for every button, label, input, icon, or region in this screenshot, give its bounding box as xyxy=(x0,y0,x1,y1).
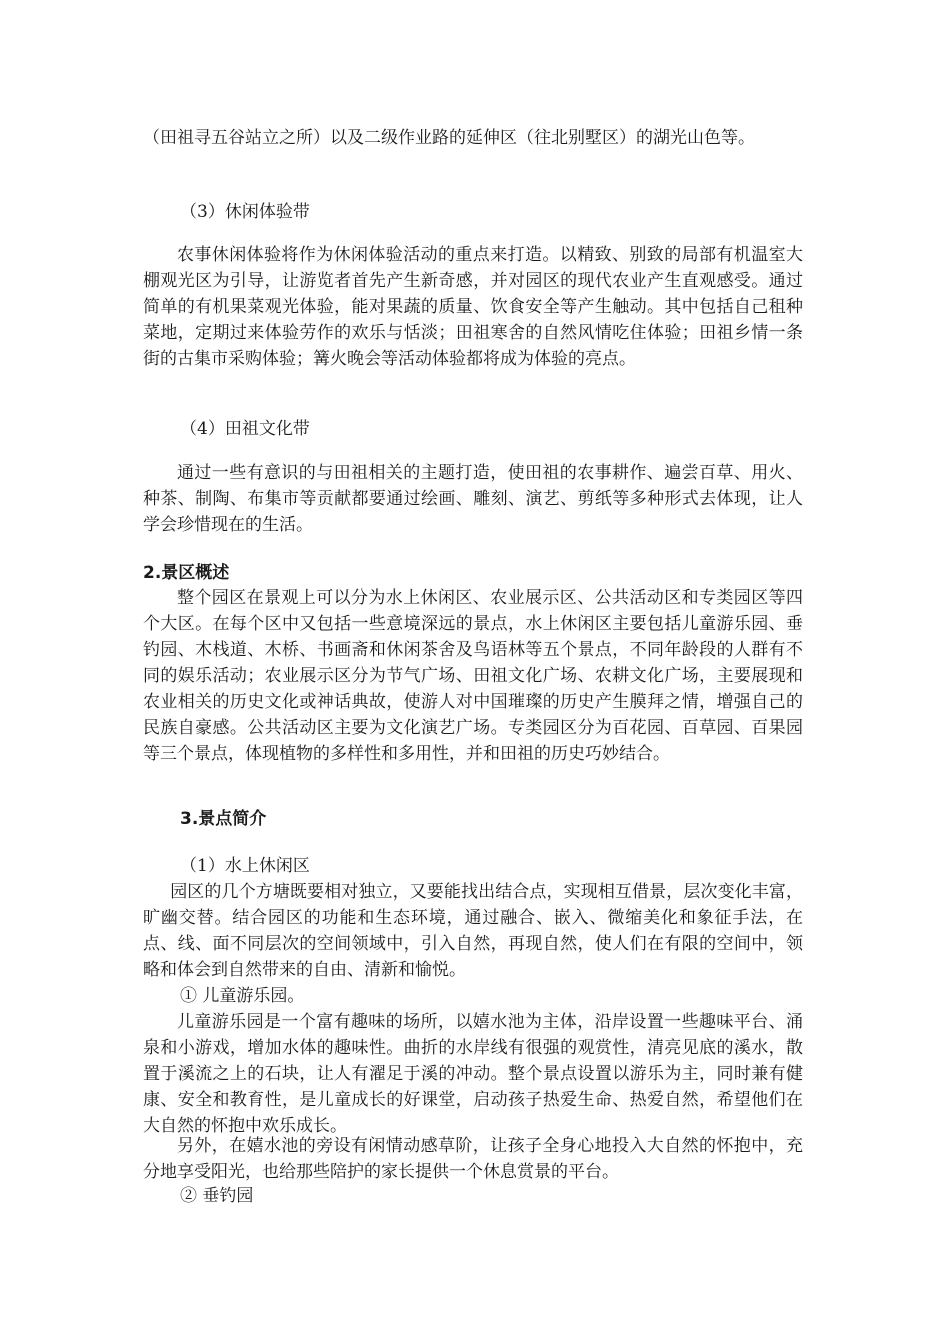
paragraph-lake-scenery: （田祖寻五谷站立之所）以及二级作业路的延伸区（往北别墅区）的湖光山色等。 xyxy=(143,128,755,148)
paragraph-children-playground: 儿童游乐园是一个富有趣味的场所，以嬉水池为主体，沿岸设置一些趣味平台、涌泉和小游戏，增加水体的趣味性。曲折的水岸线有很强的观赏性，清亮见底的溪水，散置于溪流之上的石块，让人有濯足于溪的冲动。整个景点设置以游乐为主，同时兼有健康、安全和教育性，是儿童成长的好课堂，启动孩子热爱生命、热爱自然，希望他们在大自然的怀抱中欢乐成长。 xyxy=(143,1012,803,1136)
subheading-tianzu-culture-belt: （4）田祖文化带 xyxy=(180,419,310,439)
subheading-children-playground: ① 儿童游乐园。 xyxy=(180,986,305,1006)
paragraph-grass-steps: 另外，在嬉水池的旁设有闲情动感草阶，让孩子全身心地投入大自然的怀抱中，充分地享受阳光，也给那些陪护的家长提供一个休息赏景的平台。 xyxy=(143,1136,803,1182)
subheading-fishing-garden: ② 垂钓园 xyxy=(180,1186,254,1206)
subheading-leisure-experience-belt: （3）休闲体验带 xyxy=(180,202,310,222)
heading-scenic-spots: 3.景点简介 xyxy=(180,809,267,829)
subheading-water-leisure-area: （1）水上休闲区 xyxy=(180,856,310,876)
paragraph-leisure-experience: 农事休闲体验将作为休闲体验活动的重点来打造。以精致、别致的局部有机温室大棚观光区为引导，让游览者首先产生新奇感，并对园区的现代农业产生直观感受。通过简单的有机果菜观光体验，能对果蔬的质量、饮食安全等产生触动。其中包括自己租种菜地，定期过来体验劳作的欢乐与恬淡；田祖寒舍的自然风情吃住体验；田祖乡情一条街的古集市采购体验；篝火晚会等活动体验都将成为体验的亮点。 xyxy=(143,245,803,369)
heading-scenic-overview: 2.景区概述 xyxy=(143,563,230,583)
paragraph-scenic-overview: 整个园区在景观上可以分为水上休闲区、农业展示区、公共活动区和专类园区等四个大区。在每个区中又包括一些意境深远的景点，水上休闲区主要包括儿童游乐园、垂钓园、木栈道、木桥、书画斋和休闲茶舍及鸟语林等五个景点，不同年龄段的人群有不同的娱乐活动；农业展示区分为节气广场、田祖文化广场、农耕文化广场，主要展现和农业相关的历史文化或神话典故，使游人对中国璀璨的历史产生膜拜之情，增强自己的民族自豪感。公共活动区主要为文化演艺广场。专类园区分为百花园、百草园、百果园等三个景点，体现植物的多样性和多用性，并和田祖的历史巧妙结合。 xyxy=(143,588,803,764)
paragraph-tianzu-culture: 通过一些有意识的与田祖相关的主题打造，使田祖的农事耕作、遍尝百草、用火、种茶、制陶、布集市等贡献都要通过绘画、雕刻、演艺、剪纸等多种形式去体现，让人学会珍惜现在的生活。 xyxy=(143,463,803,535)
paragraph-water-leisure: 园区的几个方塘既要相对独立，又要能找出结合点，实现相互借景，层次变化丰富，旷幽交替。结合园区的功能和生态环境，通过融合、嵌入、微缩美化和象征手法，在点、线、面不同层次的空间领域中，引入自然，再现自然，使人们在有限的空间中，领略和体会到自然带来的自由、清新和愉悦。 xyxy=(143,882,803,980)
